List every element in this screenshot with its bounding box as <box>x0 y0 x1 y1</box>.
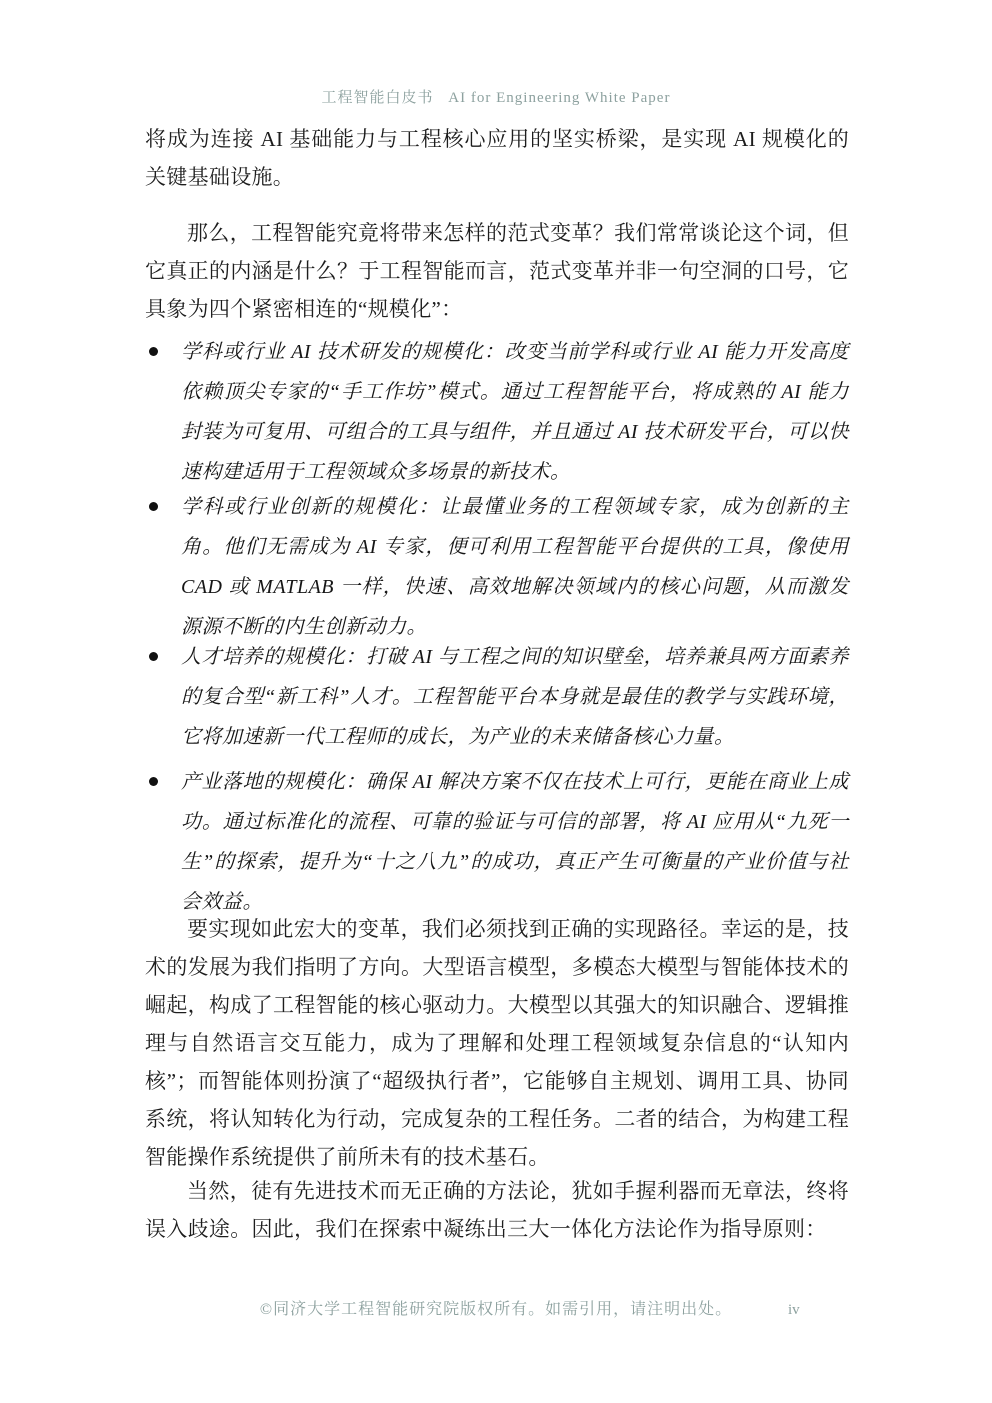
bullet-icon <box>149 777 158 786</box>
list-item-talent-scale <box>145 637 849 757</box>
list-item-innovation-scale <box>145 487 849 647</box>
list-item-text: 学科或行业创新的规模化：让最懂业务的工程领域专家，成为创新的主角。他们无需成为 AI 专家，便可利用工程智能平台提供的工具，像使用 CAD 或 MATLAB 一样，快速、高效地解决领域内的核心问题，从而激发源源不断的内生创新动力。 <box>181 496 849 638</box>
list-item-text: 产业落地的规模化：确保 AI 解决方案不仅在技术上可行，更能在商业上成功。通过标准化的流程、可靠的验证与可信的部署，将 AI 应用从“九死一生”的探索，提升为“十之八九”的成功，真正产生可衡量的产业价值与社会效益。 <box>181 771 849 913</box>
header-title-en: AI for Engineering White Paper <box>448 90 671 106</box>
running-header <box>0 86 992 107</box>
list-item-text: 人才培养的规模化：打破 AI 与工程之间的知识壁垒，培养兼具两方面素养的复合型“新工科”人才。工程智能平台本身就是最佳的教学与实践环境，它将加速新一代工程师的成长，为产业的未来储备核心力量。 <box>181 646 849 748</box>
paragraph-paradigm-question: 那么，工程智能究竟将带来怎样的范式变革？我们常常谈论这个词，但它真正的内涵是什么？于工程智能而言，范式变革并非一句空洞的口号，它具象为四个紧密相连的“规模化”： <box>145 221 849 321</box>
footer-copyright: ©同济大学工程智能研究院版权所有。如需引用，请注明出处。 <box>259 1301 733 1318</box>
paragraph-technology-path: 要实现如此宏大的变革，我们必须找到正确的实现路径。幸运的是，技术的发展为我们指明了方向。大型语言模型，多模态大模型与智能体技术的崛起，构成了工程智能的核心驱动力。大模型以其强大的知识融合、逻辑推理与自然语言交互能力，成为了理解和处理工程领域复杂信息的“认知内核”；而智能体则扮演了“超级执行者”，它能够自主规划、调用工具、协同系统，将认知转化为行动，完成复杂的工程任务。二者的结合，为构建工程智能操作系统提供了前所未有的技术基石。 <box>145 917 849 1169</box>
paragraph-bridge: 将成为连接 AI 基础能力与工程核心应用的坚实桥梁，是实现 AI 规模化的关键基础设施。 <box>145 127 849 189</box>
paragraph-methodology-intro: 当然，徒有先进技术而无正确的方法论，犹如手握利器而无章法，终将误入歧途。因此，我们在探索中凝练出三大一体化方法论作为指导原则： <box>145 1179 849 1241</box>
bullet-icon <box>149 652 158 661</box>
list-item-industry-scale <box>145 762 849 922</box>
list-item-text: 学科或行业 AI 技术研发的规模化：改变当前学科或行业 AI 能力开发高度依赖顶尖专家的“手工作坊”模式。通过工程智能平台，将成熟的 AI 能力封装为可复用、可组合的工具与组件，并且通过 AI 技术研发平台，可以快速构建适用于工程领域众多场景的新技术。 <box>181 341 849 483</box>
page-number: iv <box>788 1302 800 1318</box>
list-item-tech-rd-scale <box>145 332 849 492</box>
bullet-icon <box>149 347 158 356</box>
header-title-cn: 工程智能白皮书 <box>321 90 434 106</box>
bullet-icon <box>149 502 158 511</box>
